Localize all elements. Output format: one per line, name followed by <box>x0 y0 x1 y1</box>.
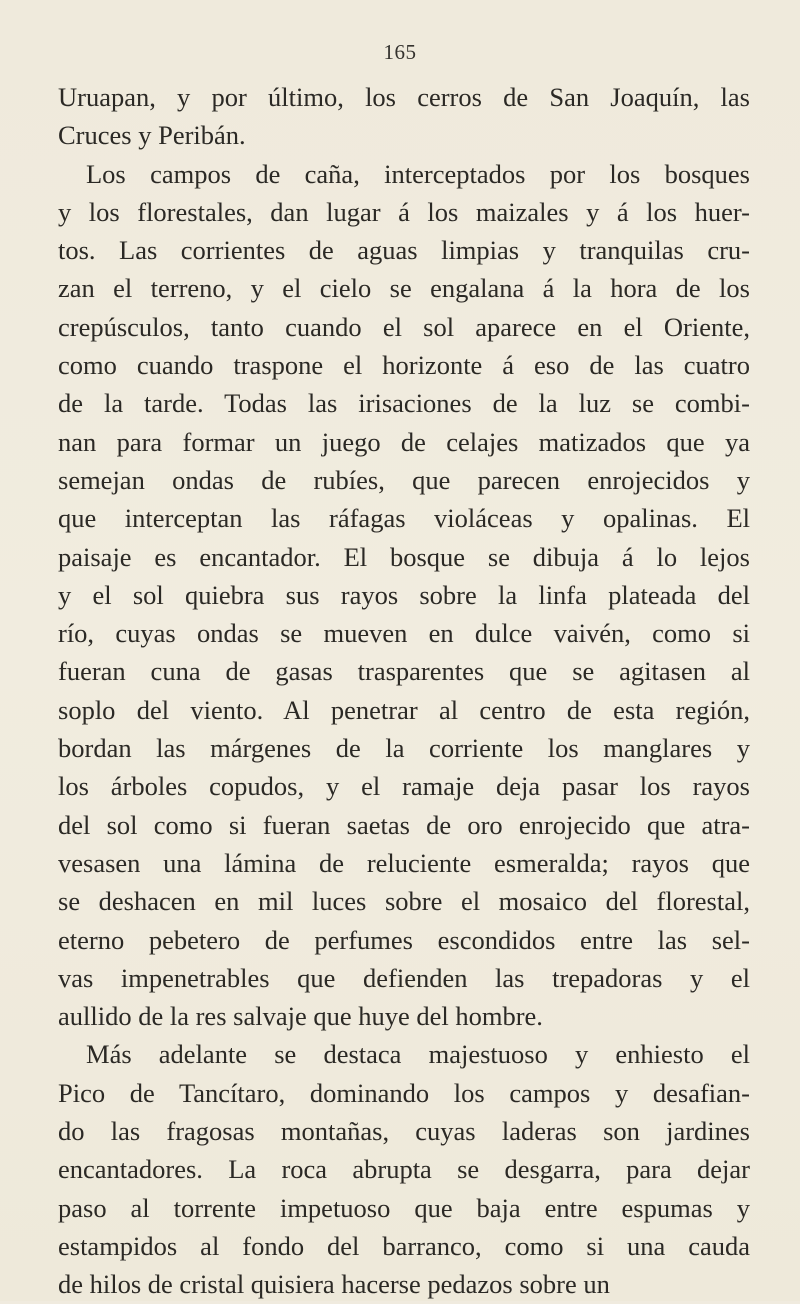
text-line: soplo del viento. Al penetrar al centro de esta región, <box>58 694 750 725</box>
text-line: del sol como si fueran saetas de oro enrojecido que atra- <box>58 809 750 840</box>
text-line: eterno pebetero de perfumes escondidos entre las sel- <box>58 924 750 955</box>
text-line: Uruapan, y por último, los cerros de San Joaquín, las <box>58 82 750 112</box>
text-line: semejan ondas de rubíes, que parecen enrojecidos y <box>58 464 750 495</box>
text-line: aullido de la res salvaje que huye del hombre. <box>58 1001 543 1032</box>
text-line: Pico de Tancítaro, dominando los campos y desafian- <box>58 1077 750 1108</box>
text-line: paso al torrente impetuoso que baja entre espumas y <box>58 1192 750 1223</box>
text-line: encantadores. La roca abrupta se desgarra, para dejar <box>58 1154 750 1185</box>
text-line: los árboles copudos, y el ramaje deja pasar los rayos <box>58 771 750 802</box>
text-line: y los florestales, dan lugar á los maizales y á los huer- <box>58 196 750 227</box>
text-line: y el sol quiebra sus rayos sobre la linfa plateada del <box>58 579 750 610</box>
text-line: paisaje es encantador. El bosque se dibuja á lo lejos <box>58 541 750 572</box>
text-line: de hilos de cristal quisiera hacerse pedazos sobre un <box>58 1269 610 1300</box>
body-text <box>58 78 750 1304</box>
page-number: 165 <box>383 40 417 64</box>
text-line: estampidos al fondo del barranco, como si una cauda <box>58 1230 750 1261</box>
text-line: se deshacen en mil luces sobre el mosaico del florestal, <box>58 886 750 917</box>
text-line: nan para formar un juego de celajes matizados que ya <box>58 426 750 457</box>
text-line: crepúsculos, tanto cuando el sol aparece en el Oriente, <box>58 311 750 342</box>
text-line: de la tarde. Todas las irisaciones de la luz se combi- <box>58 388 750 419</box>
text-line: río, cuyas ondas se mueven en dulce vaivén, como si <box>58 618 750 649</box>
text-line: do las fragosas montañas, cuyas laderas son jardines <box>58 1116 750 1147</box>
text-line: Los campos de caña, interceptados por los bosques <box>86 158 750 189</box>
text-line: zan el terreno, y el cielo se engalana á la hora de los <box>58 273 750 304</box>
text-line: como cuando traspone el horizonte á eso de las cuatro <box>58 350 750 381</box>
text-line: vesasen una lámina de reluciente esmeralda; rayos que <box>58 847 750 878</box>
text-line: vas impenetrables que defienden las trepadoras y el <box>58 962 750 993</box>
text-line: Más adelante se destaca majestuoso y enhiesto el <box>86 1039 750 1070</box>
text-line: tos. Las corrientes de aguas limpias y tranquilas cru- <box>58 235 750 266</box>
text-line: que interceptan las ráfagas violáceas y opalinas. El <box>58 503 750 534</box>
text-line: bordan las márgenes de la corriente los manglares y <box>58 733 750 764</box>
text-line: fueran cuna de gasas trasparentes que se agitasen al <box>58 656 750 687</box>
text-line: Cruces y Peribán. <box>58 120 246 151</box>
